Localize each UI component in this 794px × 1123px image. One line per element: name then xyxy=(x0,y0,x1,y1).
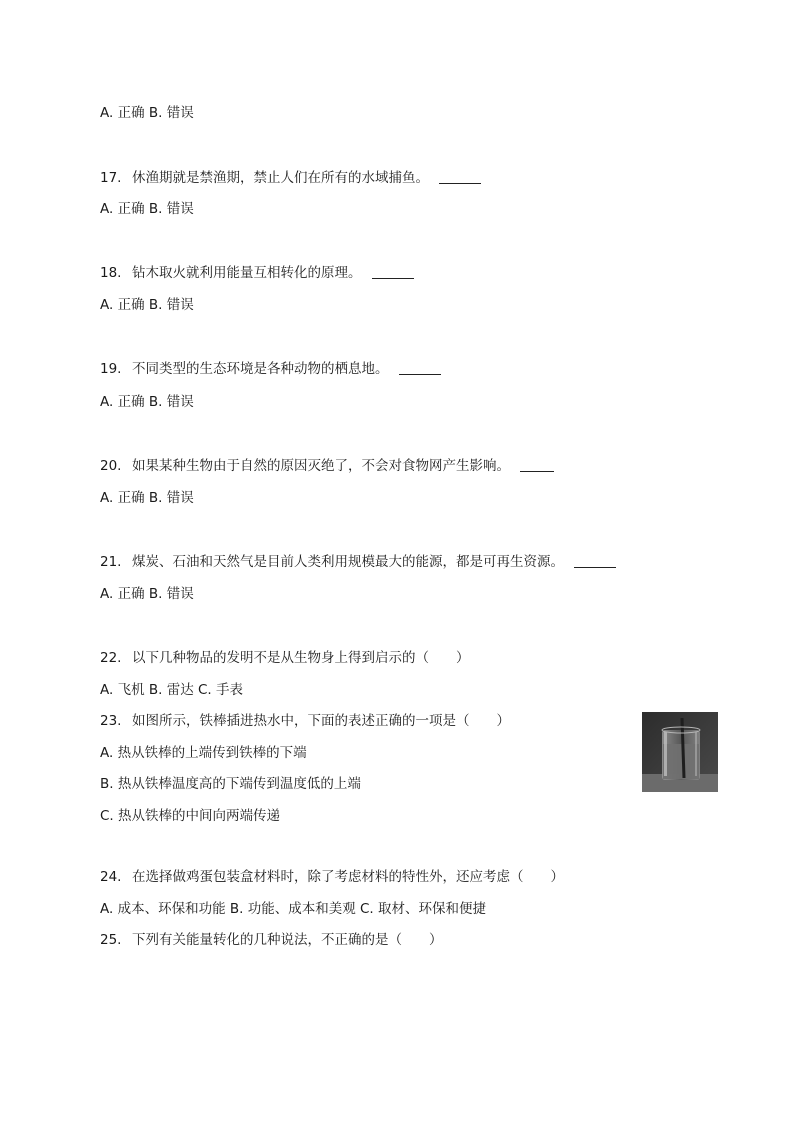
answer-blank[interactable] xyxy=(372,278,414,279)
question-text: 下列有关能量转化的几种说法，不正确的是（ ） xyxy=(132,932,443,948)
question-25 xyxy=(100,931,443,949)
question-number: 24. xyxy=(100,869,122,885)
question-text: 不同类型的生态环境是各种动物的栖息地。 xyxy=(132,361,389,377)
question-number: 22. xyxy=(100,650,122,666)
question-24 xyxy=(100,868,564,886)
answer-blank[interactable] xyxy=(399,374,441,375)
question-22 xyxy=(100,649,470,667)
question-number: 19. xyxy=(100,361,122,377)
question-number: 23. xyxy=(100,713,122,729)
q19-options: A. 正确 B. 错误 xyxy=(100,394,194,410)
question-number: 21. xyxy=(100,554,122,570)
question-19 xyxy=(100,360,441,378)
q23-option-b: B. 热从铁棒温度高的下端传到温度低的上端 xyxy=(100,776,361,792)
q16-options: A. 正确 B. 错误 xyxy=(100,105,194,121)
question-23 xyxy=(100,712,510,730)
question-text: 在选择做鸡蛋包装盒材料时，除了考虑材料的特性外，还应考虑（ ） xyxy=(132,869,564,885)
question-text: 休渔期就是禁渔期，禁止人们在所有的水域捕鱼。 xyxy=(132,170,429,186)
q20-options: A. 正确 B. 错误 xyxy=(100,490,194,506)
question-text: 如果某种生物由于自然的原因灭绝了，不会对食物网产生影响。 xyxy=(132,458,510,474)
question-number: 18. xyxy=(100,265,122,281)
beaker-illustration xyxy=(642,712,718,792)
question-text: 煤炭、石油和天然气是目前人类利用规模最大的能源，都是可再生资源。 xyxy=(132,554,564,570)
question-number: 17. xyxy=(100,170,122,186)
q23-option-c: C. 热从铁棒的中间向两端传递 xyxy=(100,808,281,824)
question-18 xyxy=(100,264,414,282)
question-17 xyxy=(100,169,481,187)
q22-options: A. 飞机 B. 雷达 C. 手表 xyxy=(100,682,244,698)
question-text: 如图所示，铁棒插进热水中，下面的表述正确的一项是（ ） xyxy=(132,713,510,729)
beaker-photo xyxy=(642,712,718,792)
answer-blank[interactable] xyxy=(520,471,554,472)
q18-options: A. 正确 B. 错误 xyxy=(100,297,194,313)
q21-options: A. 正确 B. 错误 xyxy=(100,586,194,602)
answer-blank[interactable] xyxy=(439,183,481,184)
q23-option-a: A. 热从铁棒的上端传到铁棒的下端 xyxy=(100,745,307,761)
question-number: 25. xyxy=(100,932,122,948)
question-21 xyxy=(100,553,616,571)
answer-blank[interactable] xyxy=(574,567,616,568)
q17-options: A. 正确 B. 错误 xyxy=(100,201,194,217)
question-text: 以下几种物品的发明不是从生物身上得到启示的（ ） xyxy=(132,650,470,666)
question-number: 20. xyxy=(100,458,122,474)
q24-options: A. 成本、环保和功能 B. 功能、成本和美观 C. 取材、环保和便捷 xyxy=(100,901,487,917)
question-20 xyxy=(100,457,554,475)
question-text: 钻木取火就利用能量互相转化的原理。 xyxy=(132,265,362,281)
